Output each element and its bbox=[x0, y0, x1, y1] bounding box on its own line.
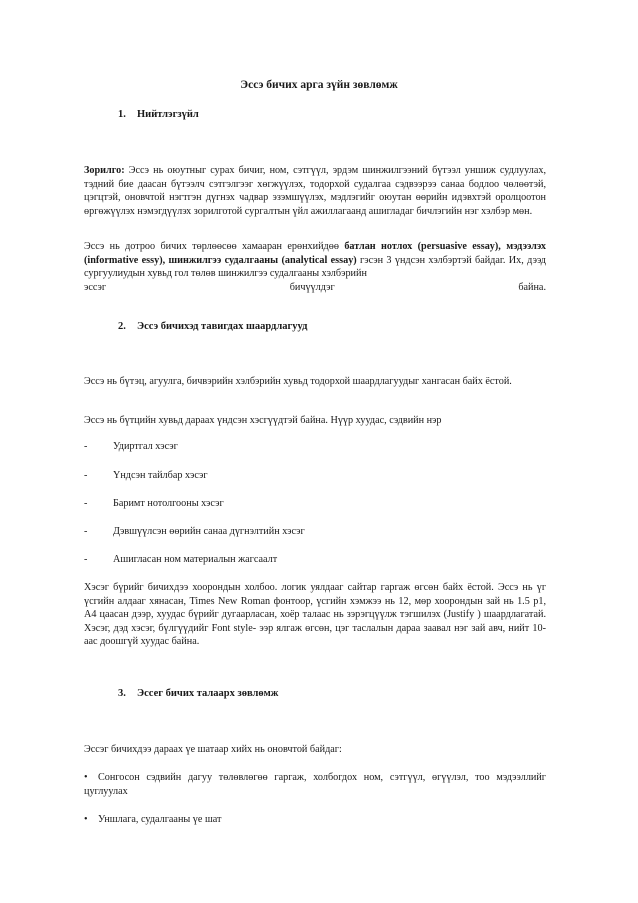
bullet-item bbox=[84, 813, 546, 827]
section-number: 2. bbox=[118, 321, 126, 332]
essay-types-intro: Эссэ нь дотроо бичих төрлөөсөө хамааран ерөнхийдөө bbox=[84, 241, 345, 252]
dash-marker: - bbox=[84, 554, 88, 565]
list-item bbox=[84, 525, 305, 539]
dash-marker: - bbox=[84, 441, 88, 452]
bullet-item-text: Сонгосон сэдвийн дагуу төлөвлөгөө гаргаж, холбогдох ном, сэтгүүл, өгүүлэл, тоо мэдээллийг цуглуулах bbox=[84, 772, 546, 797]
section-2-heading bbox=[118, 321, 307, 332]
list-item bbox=[84, 469, 208, 483]
document-title: Эссэ бичих арга зүйн зөвлөмж bbox=[240, 79, 398, 91]
section-1-heading bbox=[118, 109, 199, 120]
section-3-heading bbox=[118, 688, 278, 699]
formatting-paragraph: Хэсэг бүрийг бичихдээ хоорондын холбоо. логик уялдааг сайтар гаргаж өгсөн байх ёстой. Эссэ нь үг үсгийн алдааг хянасан, Times New Roman фонтоор, үсгийн хэмжээ нь 12, мөр хоорондын зай нь 1.5 p1, A4 цаасан дээр, хуудас бүрийг дугаарласан, хоёр талаас нь зэрэгцүүлж тэгшилэх (Justify ) шаардлагатай. Хэсэг, дэд хэсэг, бүлгүүдийг Font style- ээр ялгаж өгсөн, цэг таслалын дараа заавал нэг зай авч, нийт 10-аас доошгүй хуудас байна. bbox=[84, 582, 546, 648]
list-item-text: Баримт нотолгооны хэсэг bbox=[113, 498, 224, 509]
dash-marker: - bbox=[84, 526, 88, 537]
goal-paragraph bbox=[84, 164, 546, 218]
dash-marker: - bbox=[84, 498, 88, 509]
bullet-marker: • bbox=[84, 814, 88, 825]
list-item-text: Удиртгал хэсэг bbox=[113, 441, 178, 452]
stages-intro-paragraph: Эссэг бичихдээ дараах үе шатаар хийх нь оновчтой байдаг: bbox=[84, 744, 342, 755]
essay-types-last-line: эссэг бичүүлдэг байна. bbox=[84, 281, 546, 293]
list-item bbox=[84, 553, 277, 567]
goal-text: Эссэ нь оюутныг сурах бичиг, ном, сэтгүүл, эрдэм шинжилгээний бүтээл уншиж судлуулах, тэдний бие даасан бүтээлч сэтгэлгээг хөгжүүлэх, тодорхой судалгаа сэдвээрээ санаа бодлоо чөлөөтэй, цэгцтэй, оновчтой нэгтгэн дүгнэх чадвар эзэмшүүлэх, мэдлэгийг оюутан өөрийн идэвхтэй оролцоотон өргөжүүлэх нэмэгдүүлэх зорилготой сургалтын үйл ажиллагаанд ашигладаг бичлэгийн нэг хэлбэр мөн. bbox=[84, 165, 546, 217]
section-title: Нийтлэгзүйл bbox=[137, 109, 199, 120]
list-item-text: Үндсэн тайлбар хэсэг bbox=[113, 470, 208, 481]
essay-types-continuation: гэсэн 3 үндсэн хэлбэртэй байдаг. Их, дээд сургуулиудын хувьд гол төлөв шинжилгээ судалгааны хэлбэрийн bbox=[84, 254, 546, 280]
section-number: 1. bbox=[118, 109, 126, 120]
section-title: Эссэ бичихэд тавигдах шаардлагууд bbox=[137, 321, 308, 332]
list-item-text: Дэвшүүлсэн өөрийн санаа дүгнэлтийн хэсэг bbox=[113, 526, 305, 537]
essay-types-paragraph bbox=[84, 240, 546, 294]
bullet-item bbox=[84, 771, 546, 798]
section-title: Эссег бичих талаарх зөвлөмж bbox=[137, 688, 279, 699]
structure-paragraph: Эссэ нь бүтцийн хувьд дараах үндсэн хэсгүүдтэй байна. Нүүр хуудас, сэдвийн нэр bbox=[84, 415, 442, 426]
goal-label: Зорилго: bbox=[84, 165, 125, 176]
list-item bbox=[84, 440, 178, 454]
list-item bbox=[84, 497, 224, 511]
essay-types-list: батлан нотлох (persuasive essay), мэдээлэх (informative essy), шинжилгээ судалгааны (analytical essay) bbox=[84, 241, 546, 266]
bullet-item-text: Уншлага, судалгааны үе шат bbox=[98, 814, 222, 825]
list-item-text: Ашигласан ном материалын жагсаалт bbox=[113, 554, 278, 565]
requirements-paragraph: Эссэ нь бүтэц, агуулга, бичвэрийн хэлбэрийн хувьд тодорхой шаардлагуудыг хангасан байх ёстой. bbox=[84, 376, 512, 387]
dash-marker: - bbox=[84, 470, 88, 481]
section-number: 3. bbox=[118, 688, 126, 699]
bullet-marker: • bbox=[84, 772, 88, 783]
